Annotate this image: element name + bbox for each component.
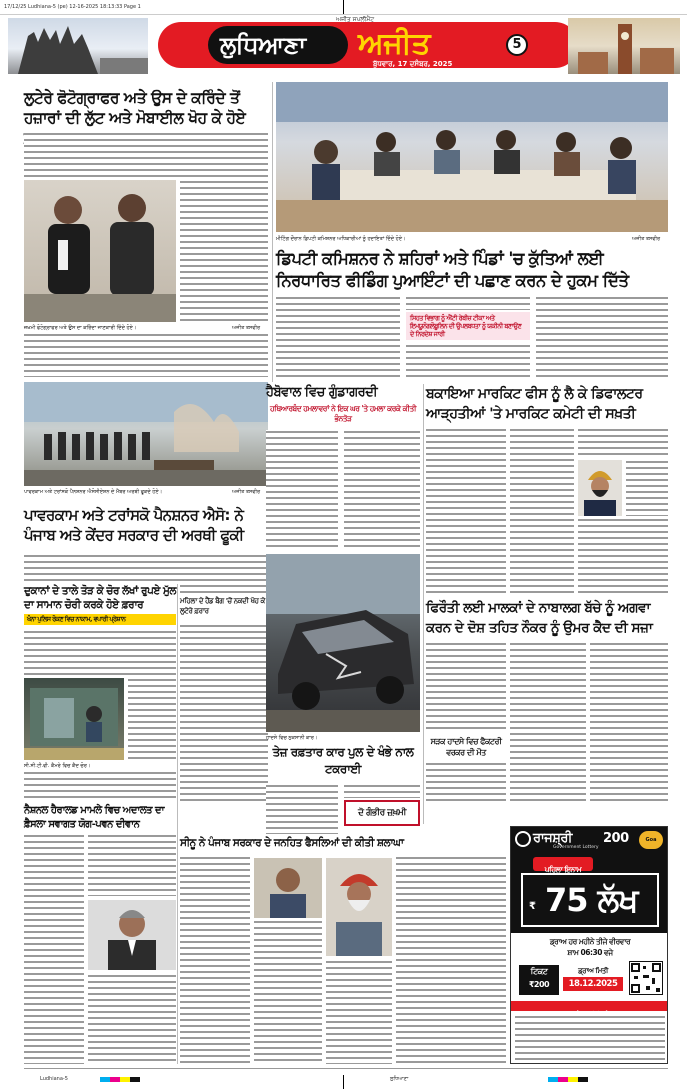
meeting-photo-caption: ਮੀਟਿੰਗ ਦੌਰਾਨ ਡਿਪਟੀ ਕਮਿਸ਼ਨਰ ਅਧਿਕਾਰੀਆਂ ਨੂੰ ਹਦਾਇਤਾਂ ਦਿੰਦੇ ਹੋਏ। <box>276 236 406 242</box>
dogs-body-col1 <box>276 296 400 380</box>
protest-photo-credit: ਅਜੀਤ ਤਸਵੀਰ <box>232 489 261 495</box>
kidnap-body-col1 <box>426 642 506 732</box>
cctv-photo-caption: ਸੀ.ਸੀ.ਟੀ.ਵੀ. ਕੈਮਰੇ ਵਿਚ ਕੈਦ ਚੋਰ। <box>24 763 91 769</box>
sewerage-body-col4 <box>396 856 506 1064</box>
road-accident-headline: ਸੜਕ ਹਾਦਸੇ ਵਿਚ ਫੈਕਟਰੀ ਵਰਕਰ ਦੀ ਮੌਤ <box>430 737 502 757</box>
national-herald-body-col2 <box>88 834 176 896</box>
column-rule-2 <box>423 384 424 824</box>
crash-headline: ਤੇਜ਼ ਰਫ਼ਤਾਰ ਕਾਰ ਪੁਲ ਦੇ ਖੰਭੇ ਨਾਲ ਟਕਰਾਈ <box>272 745 414 776</box>
lottery-distributors-bar <box>511 1001 668 1011</box>
dogs-body-col3 <box>536 296 668 380</box>
registration-colors-right <box>548 1077 588 1082</box>
lottery-draw-date-label: ਡ੍ਰਾਅ ਮਿਤੀ <box>578 967 608 975</box>
gang-subheadline: ਹਥਿਆਰਬੰਦ ਹਮਲਾਵਰਾਂ ਨੇ ਇਕ ਘਰ 'ਤੇ ਹਮਲਾ ਕਰਕੇ ਕੀਤੀ ਭੰਨਤੋੜ <box>269 404 417 423</box>
lottery-rupee-symbol: ₹ <box>529 901 536 912</box>
sewerage-body-col2 <box>254 920 322 1064</box>
lottery-brand-en: Government Lottery <box>553 845 599 850</box>
dogs-body-col2b <box>406 344 530 380</box>
crash-highlight-text: ਦੋ ਗੰਭੀਰ ਜ਼ਖ਼ਮੀ <box>357 808 407 818</box>
footer-bar <box>24 1068 668 1074</box>
protest-photo <box>24 382 268 486</box>
lottery-number: 200 <box>603 831 629 846</box>
lottery-qr-code <box>629 961 663 995</box>
market-fee-body-col5 <box>578 518 668 594</box>
robbery-photo-caption: ਜ਼ਖ਼ਮੀ ਫੋਟੋਗ੍ਰਾਫਰ ਅਤੇ ਉਸ ਦਾ ਕਰਿੰਦਾ ਜਾਣਕਾਰੀ ਦਿੰਦੇ ਹੋਏ। <box>24 325 137 331</box>
sewerage-photo-1 <box>254 858 322 918</box>
crash-body-col1 <box>266 784 338 834</box>
bag-snatch-body <box>180 624 268 801</box>
lottery-prize-label: ਪਹਿਲਾ ਇਨਾਮ <box>544 865 582 874</box>
turbaned-elder-photo-icon <box>326 858 392 956</box>
footer-right: ਲੁਧਿਆਣਾ <box>390 1076 409 1082</box>
dogs-headline: ਡਿਪਟੀ ਕਮਿਸ਼ਨਰ ਨੇ ਸ਼ਹਿਰਾਂ ਅਤੇ ਪਿੰਡਾਂ 'ਚ ਕੁੱਤਿਆਂ ਲਈ ਨਿਰਧਾਰਿਤ ਫੀਡਿੰਗ ਪੁਆਇੰਟਾਂ ਦੀ ਪਛਾਣ ਕਰਨ ਦੇ ਹੁਕਮ ਦਿੱਤੇ <box>276 249 629 290</box>
robbery-body-right <box>180 180 268 322</box>
lottery-brand: ਰਾਜਸ਼੍ਰੀ <box>533 831 572 846</box>
masthead-date: ਬੁੱਧਵਾਰ, 17 ਦਸੰਬਰ, 2025 <box>373 60 453 68</box>
turbaned-man-portrait-icon <box>578 460 622 516</box>
damaged-car-icon <box>266 554 420 732</box>
lottery-distributors-list <box>515 1015 665 1061</box>
dogs-body-col2a <box>406 296 530 310</box>
goa-label: Goa <box>645 837 657 843</box>
market-fee-body-col1 <box>426 428 506 594</box>
man-portrait-icon <box>88 900 176 970</box>
national-herald-body-col1 <box>24 834 84 1064</box>
gang-body-col1 <box>266 430 338 550</box>
masthead-tag: ਅਜੀਤ ਸਪਲੀਮੈਂਟ <box>336 16 375 23</box>
shop-theft-headline: ਦੁਕਾਨਾਂ ਦੇ ਤਾਲੇ ਤੋੜ ਕੇ ਚੋਰ ਲੱਖਾਂ ਰੁਪਏ ਮੁੱਲ ਦਾ ਸਾਮਾਨ ਚੋਰੀ ਕਰਕੇ ਹੋਏ ਫ਼ਰਾਰ <box>24 585 176 611</box>
crop-mark-top <box>343 0 344 14</box>
robbery-headline: ਲੁਟੇਰੇ ਫੋਟੋਗ੍ਰਾਫਰ ਅਤੇ ਉਸ ਦੇ ਕਰਿੰਦੇ ਤੋਂ ਹਜ਼ਾਰਾਂ ਦੀ ਲੁੱਟ ਅਤੇ ਮੋਬਾਈਲ ਖੋਹ ਕੇ ਹੋਏ <box>24 89 246 127</box>
lottery-draw-date-box <box>563 965 623 995</box>
market-fee-body-col2 <box>510 428 574 594</box>
lottery-header <box>511 827 668 853</box>
pensioners-body-col2 <box>180 554 268 594</box>
meeting-photo-credit: ਅਜੀਤ ਤਸਵੀਰ <box>632 236 661 242</box>
market-fee-body-col4 <box>626 460 668 516</box>
lottery-draw-date: 18.12.2025 <box>563 977 623 991</box>
national-herald-headline: ਨੈਸ਼ਨਲ ਹੈਰਾਲਡ ਮਾਮਲੇ ਵਿਚ ਅਦਾਲਤ ਦਾ ਫ਼ੈਸਲਾ ਸਵਾਗਤ ਯੋਗ-ਪਵਨ ਦੀਵਾਨ <box>24 805 165 830</box>
market-fee-body-col3 <box>578 428 668 458</box>
road-accident-body <box>426 762 506 802</box>
column-rule-3 <box>177 584 178 1064</box>
masthead-paper-name: ਅਜੀਤ <box>358 26 431 61</box>
protest-crowd-icon <box>24 382 268 486</box>
man-photo-icon <box>254 858 322 918</box>
shop-theft-body-bottom <box>24 771 176 801</box>
footer-left: Ludhiana-5 <box>40 1076 68 1082</box>
lottery-prize-frame <box>521 873 659 927</box>
crash-highlight-box <box>344 800 420 826</box>
lottery-draw-line: ਡ੍ਰਾਅ ਹਰ ਮਹੀਨੇ ਤੀਜੇ ਵੀਰਵਾਰ <box>549 937 631 946</box>
lottery-ticket-box <box>519 965 559 995</box>
sewerage-headline: ਸੀਨੂ ਨੇ ਪੰਜਾਬ ਸਰਕਾਰ ਦੇ ਜਨਹਿਤ ਫੈਸਲਿਆਂ ਦੀ ਕੀਤੀ ਸ਼ਲਾਘਾ <box>180 837 404 849</box>
kidnap-headline: ਫਿਰੌਤੀ ਲਈ ਮਾਲਕਾਂ ਦੇ ਨਾਬਾਲਗ ਬੱਚੇ ਨੂੰ ਅਗਵਾ ਕਰਨ ਦੇ ਦੋਸ਼ ਤਹਿਤ ਨੌਕਰ ਨੂੰ ਉਮਰ ਕੈਦ ਦੀ ਸਜ਼ਾ <box>426 600 653 636</box>
column-rule-1 <box>272 82 273 382</box>
lottery-ticket-label: ਟਿਕਟ <box>530 967 548 976</box>
kidnap-body-col2 <box>510 642 586 802</box>
soldiers-statue-icon <box>8 18 148 74</box>
robbery-photo-credit: ਅਜੀਤ ਤਸਵੀਰ <box>232 325 261 331</box>
sewerage-body-col1 <box>180 856 250 1064</box>
lottery-emblem-icon <box>515 831 531 847</box>
qr-code-icon <box>630 962 662 994</box>
crop-mark-bottom <box>343 1075 344 1089</box>
lottery-prize-amount: 75 ਲੱਖ <box>545 881 638 919</box>
crash-photo <box>266 554 420 732</box>
robbery-body-top <box>24 132 268 178</box>
sewerage-photo-2 <box>326 858 392 956</box>
crash-photo-caption: ਹਾਦਸੇ ਵਿਚ ਨੁਕਸਾਨੀ ਕਾਰ। <box>266 735 318 741</box>
gang-body-col2 <box>344 430 420 550</box>
kidnap-body-col3 <box>590 642 668 802</box>
shop-theft-body-right <box>128 678 176 760</box>
goa-badge <box>639 831 663 849</box>
robbery-photo <box>24 180 176 322</box>
registration-colors <box>100 1077 140 1082</box>
market-fee-headline: ਬਕਾਇਆ ਮਾਰਕਿਟ ਫੀਸ ਨੂੰ ਲੈ ਕੇ ਡਿਫਾਲਟਰ ਆੜ੍ਹਤੀਆਂ 'ਤੇ ਮਾਰਕਿਟ ਕਮੇਟੀ ਦੀ ਸਖ਼ਤੀ <box>426 386 643 422</box>
meeting-room-photo-icon <box>276 82 668 232</box>
top-trim-line <box>0 14 687 15</box>
two-men-photo-icon <box>24 180 176 322</box>
masthead-right-photo <box>568 18 680 74</box>
printer-slug: 17/12/25 Ludhiana-5 (pe) 12-16-2025 18:13:33 Page 1 <box>4 4 141 10</box>
national-herald-body-col3 <box>88 974 176 1064</box>
robbery-body-bottom <box>24 333 268 377</box>
lottery-prize-label-box <box>533 857 593 874</box>
page-number: 5 <box>512 37 522 52</box>
dogs-highlight-text: ਸਿਹਤ ਵਿਭਾਗ ਨੂੰ ਐਂਟੀ ਰੇਬੀਜ਼ ਟੀਕਾ ਅਤੇ ਇਮਯੂਨੋਗਲੋਬੂਲਿਨ ਦੀ ਉਪਲਬਧਤਾ ਨੂੰ ਯਕੀਨੀ ਬਣਾਉਣ ਦੇ ਨਿਰਦੇਸ਼ ਜਾਰੀ <box>410 314 522 338</box>
lottery-draw-time: ਸ਼ਾਮ 06:30 ਵਜੇ <box>567 948 613 957</box>
shop-theft-strap <box>24 614 176 625</box>
lottery-ticket-price: ₹200 <box>528 980 550 989</box>
pawan-diwan-portrait <box>88 900 176 970</box>
masthead-left-photo <box>8 18 148 74</box>
lottery-ad <box>510 826 668 1064</box>
clock-tower-icon <box>568 18 680 74</box>
gang-headline: ਹੈਬੋਵਾਲ ਵਿਚ ਗੁੰਡਾਗਰਦੀ <box>266 385 378 400</box>
sewerage-body-col3 <box>326 960 392 1064</box>
cctv-photo <box>24 678 124 760</box>
masthead-city: ਲੁਧਿਆਣਾ <box>220 31 306 59</box>
crash-body-col2 <box>344 784 420 798</box>
lottery-prize-panel <box>511 853 668 933</box>
bag-snatch-headline: ਮਹਿਲਾ ਦੇ ਹੈਂਡ ਬੈਗ 'ਚੋਂ ਨਕਦੀ ਖੋਹ ਕੇ ਲੁਟੇਰੇ ਫ਼ਰਾਰ <box>180 596 265 615</box>
dogs-highlight-box <box>406 312 530 340</box>
page-number-badge <box>506 34 528 56</box>
protest-photo-caption: ਪਾਵਰਕਾਮ ਅਤੇ ਟਰਾਂਸਕੋ ਪੈਨਸ਼ਨਰ ਐਸੋਸੀਏਸ਼ਨ ਦੇ ਮੈਂਬਰ ਅਰਥੀ ਫੂਕਦੇ ਹੋਏ। <box>24 489 163 495</box>
meeting-photo <box>276 82 668 232</box>
masthead <box>8 16 680 76</box>
market-fee-portrait <box>578 460 622 516</box>
shop-theft-strap-text: ਖੰਨਾ ਪੁਲਿਸ ਰੋਕਣ ਵਿਚ ਨਾਕਾਮ, ਵਪਾਰੀ ਪ੍ਰੇਸ਼ਾਨ <box>27 616 126 623</box>
shop-theft-body <box>24 630 176 676</box>
pensioners-headline: ਪਾਵਰਕਾਮ ਅਤੇ ਟਰਾਂਸਕੋ ਪੈਨਸ਼ਨਰ ਐਸੋ: ਨੇ ਪੰਜਾਬ ਅਤੇ ਕੇਂਦਰ ਸਰਕਾਰ ਦੀ ਅਰਥੀ ਫੂਕੀ <box>24 507 244 544</box>
cctv-frame-icon <box>24 678 124 760</box>
